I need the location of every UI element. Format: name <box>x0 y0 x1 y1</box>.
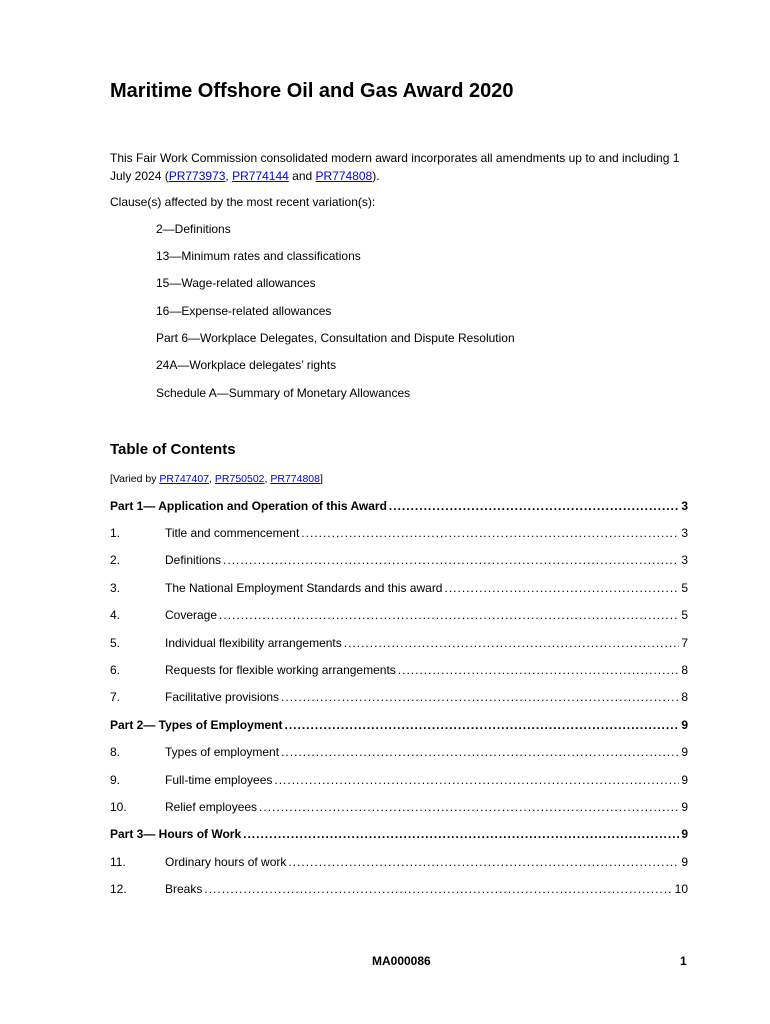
toc-entry[interactable] <box>110 636 688 652</box>
toc-entry-number: 10. <box>110 800 127 814</box>
toc-entry-page: 9 <box>681 827 688 841</box>
toc-entry[interactable] <box>110 882 688 898</box>
footer-award-code: MA000086 <box>372 954 431 968</box>
toc-entry-number: 7. <box>110 690 121 704</box>
toc-entry-label: Ordinary hours of work <box>165 855 287 869</box>
toc-part-entry[interactable] <box>110 827 688 843</box>
toc-entry-number: 12. <box>110 882 127 896</box>
pr773973-link[interactable]: PR773973 <box>168 169 226 183</box>
varied-prefix: [Varied by <box>110 473 160 485</box>
toc-entry[interactable] <box>110 553 688 569</box>
toc-leader-dots <box>204 882 672 896</box>
toc-entry-page: 8 <box>681 690 688 704</box>
toc-leader-dots <box>288 855 679 869</box>
toc-entry-page: 3 <box>681 526 688 540</box>
toc-leader-dots <box>259 800 679 814</box>
affected-clause-item: 16—Expense-related allowances <box>156 304 332 318</box>
toc-entry[interactable] <box>110 581 688 597</box>
toc-leader-dots <box>344 636 680 650</box>
toc-entry-page: 8 <box>681 663 688 677</box>
pr747407-link[interactable]: PR747407 <box>159 473 210 485</box>
pr774144-link[interactable]: PR774144 <box>232 169 289 183</box>
affected-clause-item: 13—Minimum rates and classifications <box>156 249 361 263</box>
toc-leader-dots <box>219 608 679 622</box>
pr774808-link[interactable]: PR774808 <box>315 169 373 183</box>
toc-entry-page: 9 <box>681 855 688 869</box>
toc-entry[interactable] <box>110 526 688 542</box>
toc-leader-dots <box>284 718 679 732</box>
toc-entry[interactable] <box>110 745 688 761</box>
intro-separator: and <box>288 169 316 183</box>
varied-separator: , <box>209 473 215 485</box>
toc-entry-label: The National Employment Standards and this award <box>165 581 443 595</box>
toc-entry-page: 3 <box>681 499 688 513</box>
toc-leader-dots <box>398 663 680 677</box>
toc-entry-page: 9 <box>681 773 688 787</box>
affected-clause-item: 2—Definitions <box>156 222 231 236</box>
toc-entry-page: 5 <box>681 608 688 622</box>
pr750502-link[interactable]: PR750502 <box>214 473 265 485</box>
toc-leader-dots <box>223 553 679 567</box>
toc-title: Table of Contents <box>110 441 236 458</box>
toc-leader-dots <box>281 745 679 759</box>
affected-clause-item: 15—Wage-related allowances <box>156 276 316 290</box>
toc-entry[interactable] <box>110 690 688 706</box>
toc-entry-number: 11. <box>110 855 126 869</box>
intro-separator: , <box>225 169 233 183</box>
toc-leader-dots <box>444 581 679 595</box>
intro-paragraph <box>110 149 680 185</box>
intro-text-before: This Fair Work Commission consolidated modern award incorporates all amendments up to and including 1 July 2024 ( <box>110 151 680 183</box>
toc-entry-number: 4. <box>110 608 121 622</box>
toc-entry-label: Part 3— Hours of Work <box>110 827 242 841</box>
toc-entry-number: 1. <box>110 526 121 540</box>
toc-entry-number: 8. <box>110 745 121 759</box>
toc-entry-label: Full-time employees <box>165 773 273 787</box>
toc-entry-label: Breaks <box>165 882 203 896</box>
toc-entry-page: 10 <box>674 882 688 896</box>
varied-separator: , <box>264 473 271 485</box>
toc-part-entry[interactable] <box>110 499 688 515</box>
toc-entry-label: Requests for flexible working arrangements <box>165 663 396 677</box>
toc-entry-number: 3. <box>110 581 121 595</box>
toc-entry-page: 9 <box>681 800 688 814</box>
toc-entry-page: 9 <box>681 718 688 732</box>
toc-entry[interactable] <box>110 855 688 871</box>
toc-leader-dots <box>281 690 679 704</box>
toc-leader-dots <box>274 773 679 787</box>
toc-part-entry[interactable] <box>110 718 688 734</box>
toc-entry-page: 9 <box>681 745 688 759</box>
footer-page-number: 1 <box>680 954 687 968</box>
toc-entry[interactable] <box>110 800 688 816</box>
toc-entry-page: 3 <box>681 553 688 567</box>
varied-suffix: ] <box>319 473 323 485</box>
toc-entry-number: 2. <box>110 553 121 567</box>
toc-varied-note <box>110 473 323 485</box>
toc-entry-label: Title and commencement <box>165 526 300 540</box>
toc-entry-label: Types of employment <box>165 745 280 759</box>
toc-entry-number: 9. <box>110 773 121 787</box>
toc-entry-label: Individual flexibility arrangements <box>165 636 342 650</box>
toc-entry-label: Part 1— Application and Operation of this Award <box>110 499 387 513</box>
toc-entry-page: 5 <box>681 581 688 595</box>
toc-entry-page: 7 <box>681 636 688 650</box>
intro-text-after: ). <box>372 169 380 183</box>
toc-leader-dots <box>389 499 679 513</box>
toc-entry[interactable] <box>110 663 688 679</box>
toc-leader-dots <box>243 827 679 841</box>
toc-entry-label: Coverage <box>165 608 218 622</box>
toc-entry[interactable] <box>110 773 688 789</box>
toc-leader-dots <box>301 526 679 540</box>
affected-clause-item: 24A—Workplace delegates’ rights <box>156 358 337 372</box>
toc-entry-label: Relief employees <box>165 800 258 814</box>
affected-clause-item: Schedule A—Summary of Monetary Allowances <box>156 386 411 400</box>
toc-entry[interactable] <box>110 608 688 624</box>
affected-clause-item: Part 6—Workplace Delegates, Consultation and Dispute Resolution <box>156 331 515 345</box>
toc-entry-label: Definitions <box>165 553 222 567</box>
toc-entry-label: Facilitative provisions <box>165 690 280 704</box>
toc-entry-number: 5. <box>110 636 121 650</box>
pr774808-varied-link[interactable]: PR774808 <box>270 473 320 485</box>
clauses-heading: Clause(s) affected by the most recent variation(s): <box>110 195 376 209</box>
toc-entry-number: 6. <box>110 663 121 677</box>
toc-entry-label: Part 2— Types of Employment <box>110 718 283 732</box>
document-title: Maritime Offshore Oil and Gas Award 2020 <box>110 80 514 102</box>
